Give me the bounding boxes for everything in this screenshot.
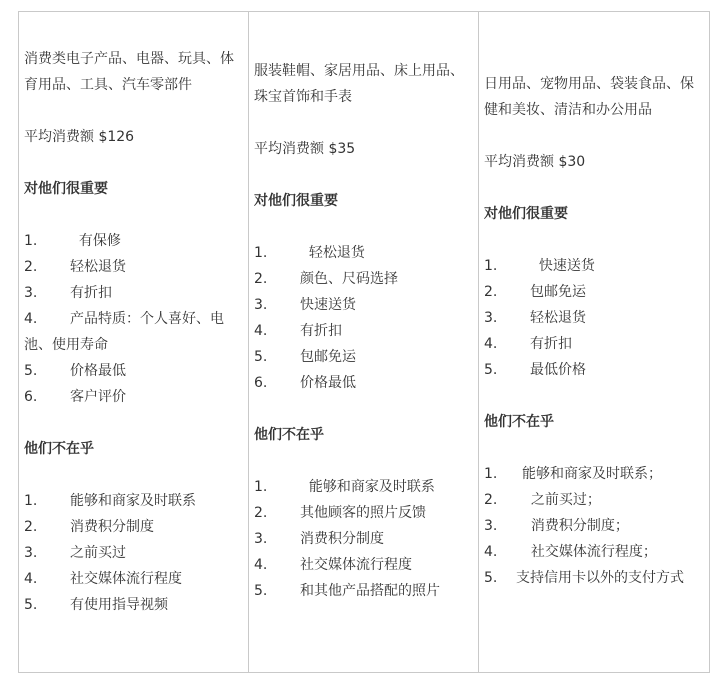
comparison-table: [18, 11, 710, 673]
list-item: 4. 有折扣: [254, 323, 342, 339]
list-item: 4. 有折扣: [484, 336, 572, 352]
list-item: 5. 包邮免运: [254, 349, 356, 365]
list-item: 3. 消费积分制度；: [484, 518, 629, 534]
list-item: 2. 消费积分制度: [24, 519, 154, 535]
notcare-heading: 他们不在乎: [484, 414, 554, 430]
important-heading: 对他们很重要: [484, 206, 568, 222]
list-item: 2. 颜色、尺码选择: [254, 271, 398, 287]
category-label: 消费类电子产品、电器、玩具、体育用品、工具、汽车零部件: [24, 51, 234, 93]
list-item: 4. 产品特质：个人喜好、电池、使用寿命: [24, 311, 224, 353]
list-item: 6. 价格最低: [254, 375, 356, 391]
notcare-heading: 他们不在乎: [254, 427, 324, 443]
list-item: 5. 价格最低: [24, 363, 126, 379]
list-item: 1. 轻松退货: [254, 245, 365, 261]
list-item: 1. 能够和商家及时联系: [24, 493, 196, 509]
category-label: 日用品、宠物用品、袋装食品、保健和美妆、清洁和办公用品: [484, 76, 694, 118]
list-item: 4. 社交媒体流行程度；: [484, 544, 657, 560]
list-item: 5. 和其他产品搭配的照片: [254, 583, 440, 599]
list-item: 3. 之前买过: [24, 545, 126, 561]
category-label: 服装鞋帽、家居用品、床上用品、珠宝首饰和手表: [254, 63, 464, 105]
notcare-heading: 他们不在乎: [24, 441, 94, 457]
list-item: 2. 轻松退货: [24, 259, 126, 275]
list-item: 2. 包邮免运: [484, 284, 586, 300]
avg-spend: 平均消费额 $126: [24, 129, 135, 145]
list-item: 6. 客户评价: [24, 389, 126, 405]
important-heading: 对他们很重要: [24, 181, 108, 197]
list-item: 1. 快速送货: [484, 258, 595, 274]
list-item: 4. 社交媒体流行程度: [254, 557, 412, 573]
avg-spend: 平均消费额 $30: [484, 154, 586, 170]
important-heading: 对他们很重要: [254, 193, 338, 209]
list-item: 1. 有保修: [24, 233, 121, 249]
list-item: 2. 之前买过；: [484, 492, 601, 508]
list-item: 3. 消费积分制度: [254, 531, 384, 547]
list-item: 2. 其他顾客的照片反馈: [254, 505, 426, 521]
list-item: 3. 有折扣: [24, 285, 112, 301]
column-daily-goods: [479, 12, 709, 672]
list-item: 4. 社交媒体流行程度: [24, 571, 182, 587]
list-item: 5. 有使用指导视频: [24, 597, 168, 613]
list-item: 3. 轻松退货: [484, 310, 586, 326]
list-item: 3. 快速送货: [254, 297, 356, 313]
list-item: 5. 支持信用卡以外的支付方式: [484, 570, 684, 586]
column-electronics: [19, 12, 249, 672]
list-item: 1. 能够和商家及时联系；: [484, 466, 662, 482]
column-apparel: [249, 12, 479, 672]
avg-spend: 平均消费额 $35: [254, 141, 356, 157]
list-item: 1. 能够和商家及时联系: [254, 479, 435, 495]
list-item: 5. 最低价格: [484, 362, 586, 378]
